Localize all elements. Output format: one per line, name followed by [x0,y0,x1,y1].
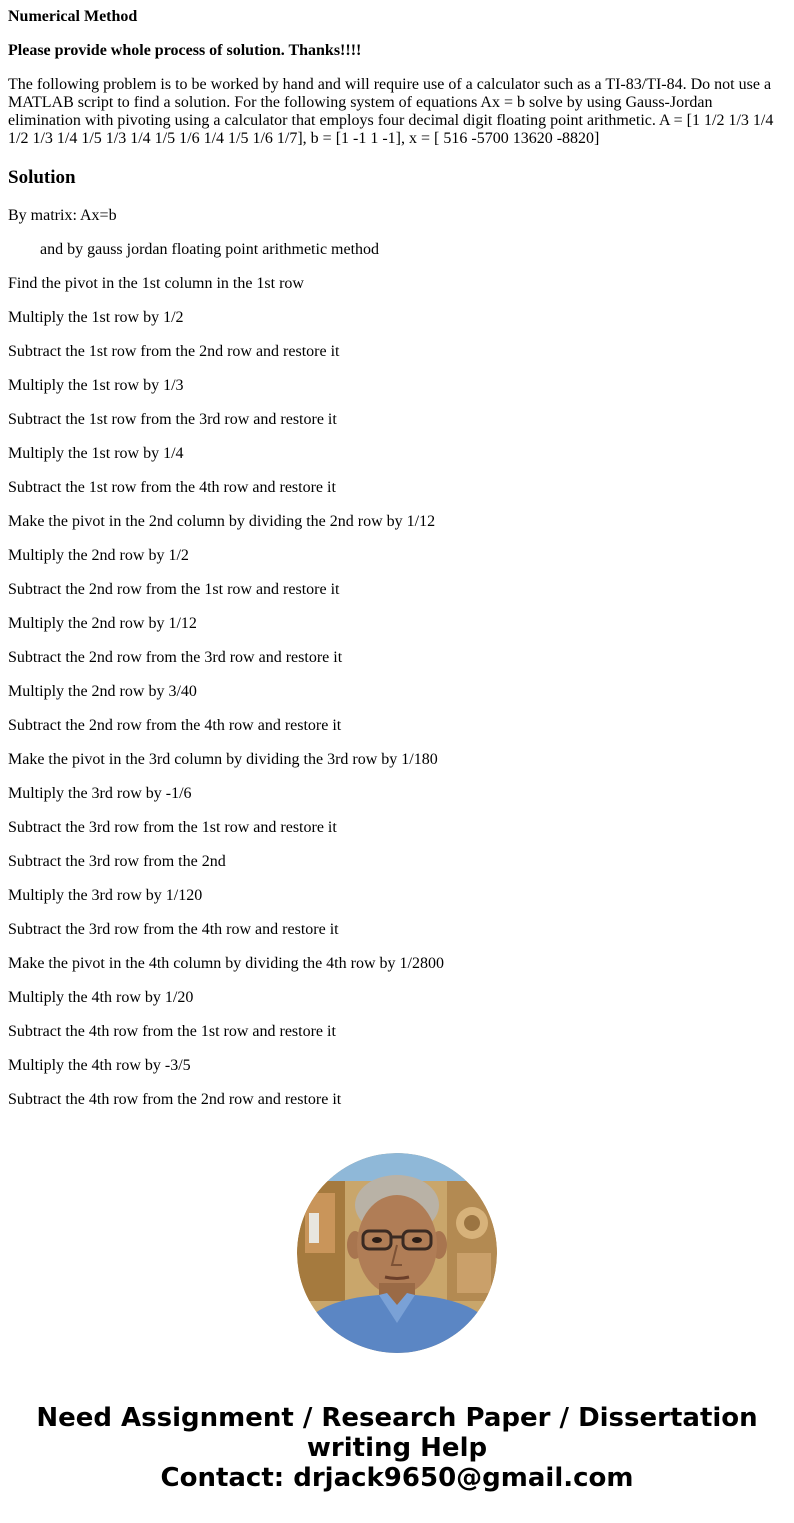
solution-steps [8,207,786,1109]
request-text: Please provide whole process of solution. Thanks!!!! [8,42,362,59]
solution-heading: Solution [8,167,76,188]
solution-step: Subtract the 3rd row from the 2nd [8,853,226,870]
solution-step: Make the pivot in the 4th column by dividing the 4th row by 1/2800 [8,955,444,972]
solution-step: Multiply the 2nd row by 1/2 [8,547,189,564]
solution-step: Subtract the 3rd row from the 4th row and restore it [8,921,339,938]
promo-banner [0,1403,794,1493]
solution-step: Find the pivot in the 1st column in the 1st row [8,275,304,292]
promo-contact: Contact: drjack9650@gmail.com [160,1463,634,1493]
document-title: Numerical Method [8,8,138,25]
solution-step: Subtract the 1st row from the 3rd row and restore it [8,411,337,428]
solution-step: Multiply the 2nd row by 1/12 [8,615,197,632]
solution-step: Multiply the 4th row by 1/20 [8,989,194,1006]
solution-step: Subtract the 2nd row from the 1st row and restore it [8,581,340,598]
solution-step: Subtract the 1st row from the 2nd row and restore it [8,343,340,360]
author-photo [297,1153,497,1353]
solution-step: Subtract the 2nd row from the 3rd row and restore it [8,649,343,666]
promo-line-2: writing Help [306,1433,488,1463]
person-portrait-image [297,1153,497,1353]
solution-step: Multiply the 1st row by 1/4 [8,445,184,462]
solution-step: Subtract the 3rd row from the 1st row and restore it [8,819,337,836]
solution-step: Multiply the 2nd row by 3/40 [8,683,197,700]
solution-step: Multiply the 1st row by 1/2 [8,309,184,326]
solution-step: Multiply the 3rd row by -1/6 [8,785,192,802]
solution-step: Multiply the 3rd row by 1/120 [8,887,203,904]
solution-step: Subtract the 4th row from the 2nd row and restore it [8,1091,342,1108]
solution-step: By matrix: Ax=b [8,207,117,224]
solution-step: Multiply the 1st row by 1/3 [8,377,184,394]
document-content [8,0,786,1125]
solution-step: Make the pivot in the 2nd column by dividing the 2nd row by 1/12 [8,513,436,530]
promo-line-1: Need Assignment / Research Paper / Dissertation [36,1403,758,1433]
solution-step: and by gauss jordan floating point arithmetic method [40,241,380,258]
solution-step: Make the pivot in the 3rd column by dividing the 3rd row by 1/180 [8,751,438,768]
question-text: The following problem is to be worked by hand and will require use of a calculator such as a TI-83/TI-84. Do not use a MATLAB script to find a solution. For the following system of equations Ax = b solve by using Gauss-Jordan elimination with pivoting using a calculator that employs four decimal digit floating point arithmetic. A = [1 1/2 1/3 1/4 1/2 1/3 1/4 1/5 1/3 1/4 1/5 1/6 1/4 1/5 1/6 1/7], b = [1 -1 1 -1], x = [ 516 -5700 13620 -8820] [8,76,774,147]
solution-step: Multiply the 4th row by -3/5 [8,1057,191,1074]
solution-step: Subtract the 4th row from the 1st row and restore it [8,1023,336,1040]
solution-step: Subtract the 1st row from the 4th row and restore it [8,479,336,496]
solution-step: Subtract the 2nd row from the 4th row and restore it [8,717,342,734]
